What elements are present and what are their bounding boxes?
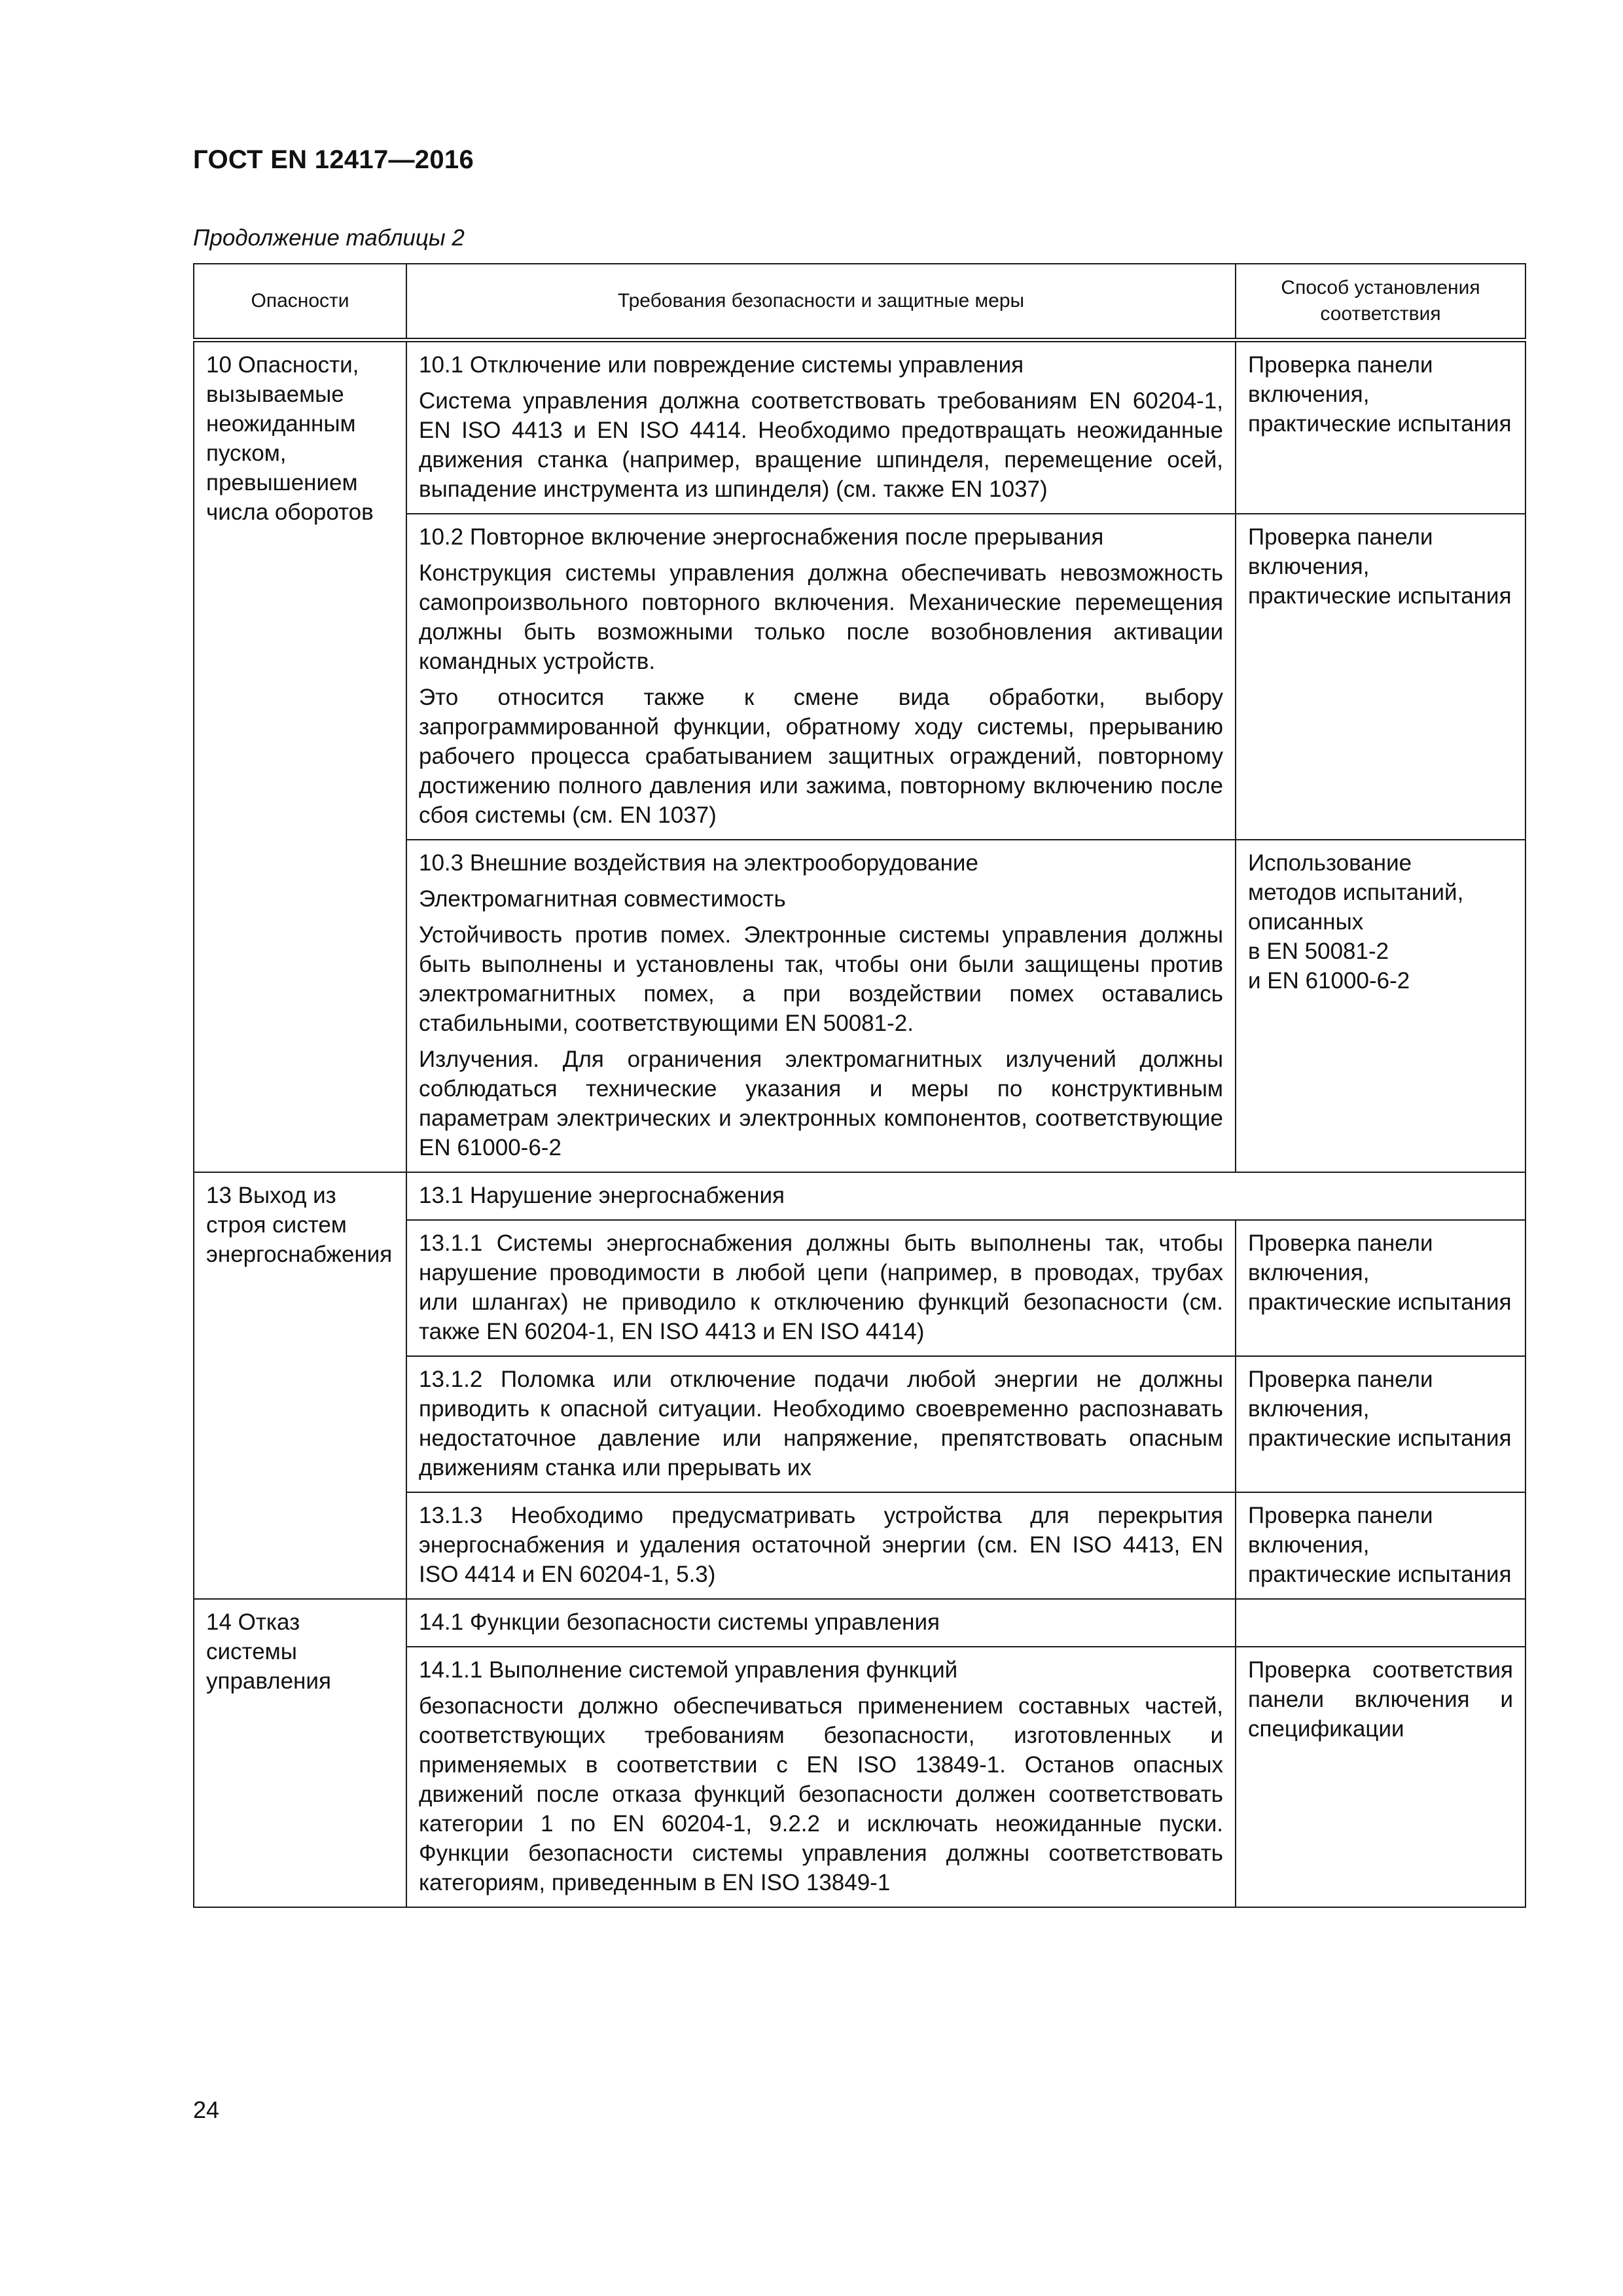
verification-cell: Проверка панели включения, практические испытания bbox=[1236, 340, 1525, 514]
column-header-hazards: Опасности bbox=[194, 264, 406, 340]
table-row bbox=[194, 1599, 1525, 1647]
requirement-cell: 13.1.2 Поломка или отключение подачи любой энергии не должны приводить к опасной ситуации. Необходимо своевременно распознавать недостаточное давление или напряжение, препятствовать опасным движениям станка или прерывать их bbox=[406, 1356, 1236, 1492]
verification-cell: Проверка панели включения, практические испытания bbox=[1236, 1220, 1525, 1356]
section-heading-cell: 14.1 Функции безопасности системы управления bbox=[406, 1599, 1236, 1647]
document-header: ГОСТ EN 12417—2016 bbox=[193, 145, 474, 174]
verification-line: в EN 50081-2 bbox=[1248, 939, 1389, 964]
page-number: 24 bbox=[193, 2096, 220, 2123]
column-header-requirements: Требования безопасности и защитные меры bbox=[406, 264, 1236, 340]
paragraph: безопасности должно обеспечиваться применением составных частей, соответствующих требованиям безопасности, изготовленных и применяемых в соответствии с EN ISO 13849-1. Останов опасных движений после отказа функций безопасности должен соответствовать категории 1 по EN 60204-1, 9.2.2 и исключать неожиданные пуски. Функции безопасности системы управления должны соответствовать категориям, приведенным в EN ISO 13849-1 bbox=[419, 1693, 1223, 1895]
verification-line: методов испытаний, bbox=[1248, 880, 1464, 905]
paragraph: Устойчивость против помех. Электронные системы управления должны быть выполнены и установлены так, чтобы они были защищены против электромагнитных помех, а при воздействии помех оставались стабильными, соответствующими EN 50081-2. bbox=[419, 922, 1223, 1036]
requirement-cell: 13.1.1 Системы энергоснабжения должны быть выполнены так, чтобы нарушение проводимости в любой цепи (например, в проводах, трубах или шлангах) не приводило к отключению функций безопасности (см. также EN 60204-1, EN ISO 4413 и EN ISO 4414) bbox=[406, 1220, 1236, 1356]
clause-title: 10.2 Повторное включение энергоснабжения после прерывания bbox=[419, 524, 1104, 550]
clause-title: 10.3 Внешние воздействия на электрооборудование bbox=[419, 850, 978, 876]
clause-title: 14.1.1 Выполнение системой управления функций bbox=[419, 1657, 958, 1683]
verification-cell bbox=[1236, 1599, 1525, 1647]
table-row bbox=[194, 1172, 1525, 1220]
requirement-cell bbox=[406, 340, 1236, 514]
clause-title: 10.1 Отключение или повреждение системы управления bbox=[419, 352, 1024, 378]
table-row bbox=[194, 340, 1525, 514]
paragraph: Система управления должна соответствовать требованиям EN 60204-1, EN ISO 4413 и EN ISO 4414. Необходимо предотвращать неожиданные движения станка (например, вращение шпинделя, перемещение осей, выпадение инструмента из шпинделя) (см. также EN 1037) bbox=[419, 388, 1223, 502]
hazard-cell: 13 Выход из строя систем энергоснабжения bbox=[194, 1172, 406, 1599]
paragraph: Это относится также к смене вида обработки, выбору запрограммированной функции, обратному ходу системы, прерыванию рабочего процесса срабатыванием защитных ограждений, повторному достижению полного давления или зажима, повторному включению после сбоя системы (см. EN 1037) bbox=[419, 685, 1223, 828]
table-header-row bbox=[194, 264, 1525, 340]
verification-cell bbox=[1236, 840, 1525, 1172]
verification-cell: Проверка соответствия панели включения и спецификации bbox=[1236, 1647, 1525, 1907]
section-heading-cell: 13.1 Нарушение энергоснабжения bbox=[406, 1172, 1525, 1220]
verification-cell: Проверка панели включения, практические испытания bbox=[1236, 1492, 1525, 1599]
table-caption: Продолжение таблицы 2 bbox=[193, 225, 465, 251]
hazard-cell: 14 Отказ системы управления bbox=[194, 1599, 406, 1907]
verification-line: описанных bbox=[1248, 909, 1364, 935]
hazard-cell: 10 Опасности, вызываемые неожиданным пуском, превышением числа оборотов bbox=[194, 340, 406, 1173]
verification-cell: Проверка панели включения, практические испытания bbox=[1236, 1356, 1525, 1492]
requirement-cell bbox=[406, 840, 1236, 1172]
requirement-cell: 13.1.3 Необходимо предусматривать устройства для перекрытия энергоснабжения и удаления остаточной энергии (см. EN ISO 4413, EN ISO 4414 и EN 60204-1, 5.3) bbox=[406, 1492, 1236, 1599]
paragraph: Конструкция системы управления должна обеспечивать невозможность самопроизвольного повторного включения. Механические перемещения должны быть возможными только после возобновления активации командных устройств. bbox=[419, 560, 1223, 674]
verification-cell: Проверка панели включения, практические испытания bbox=[1236, 514, 1525, 840]
requirement-cell bbox=[406, 1647, 1236, 1907]
requirement-cell bbox=[406, 514, 1236, 840]
requirements-table bbox=[193, 263, 1526, 1908]
subheading: Электромагнитная совместимость bbox=[419, 886, 786, 912]
verification-line: Использование bbox=[1248, 850, 1412, 876]
paragraph: Излучения. Для ограничения электромагнитных излучений должны соблюдаться технические указания и меры по конструктивным параметрам электрических и электронных компонентов, соответствующие EN 61000-6-2 bbox=[419, 1047, 1223, 1160]
column-header-verification: Способ установления соответствия bbox=[1236, 264, 1525, 340]
verification-line: и EN 61000-6-2 bbox=[1248, 968, 1410, 994]
